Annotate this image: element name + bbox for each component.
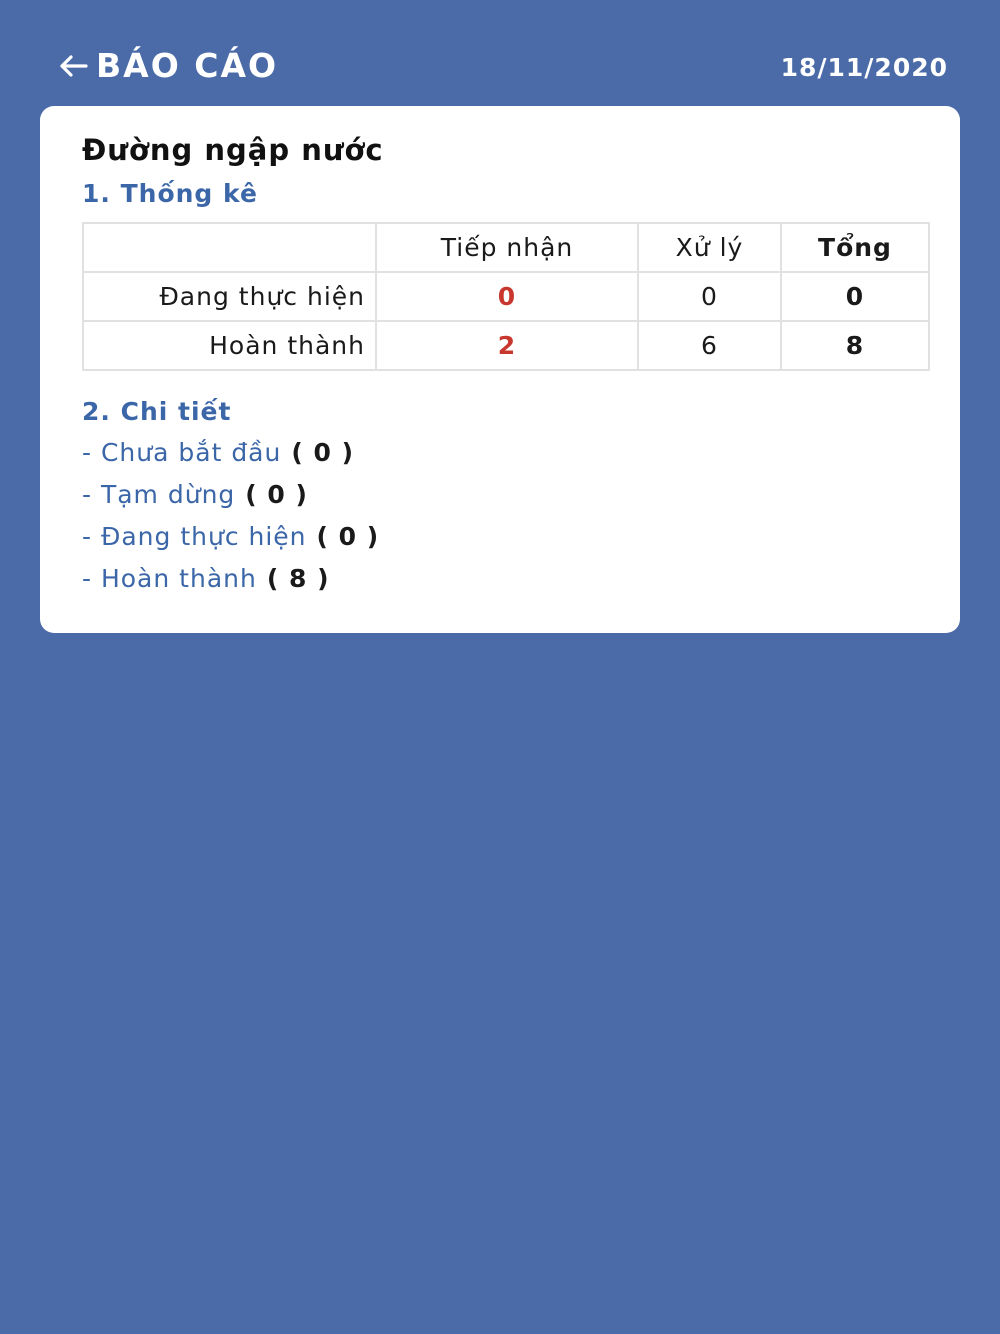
section-statistics-heading: 1. Thống kê <box>82 179 258 208</box>
detail-item-completed[interactable] <box>82 562 379 604</box>
page-title: BÁO CÁO <box>96 46 279 85</box>
back-button[interactable] <box>58 46 278 86</box>
table-row <box>83 321 929 370</box>
detail-count: ( 0 ) <box>291 438 355 467</box>
detail-count: ( 0 ) <box>316 522 380 551</box>
statistics-table <box>82 222 930 371</box>
detail-count: ( 0 ) <box>245 480 308 509</box>
column-header-total: Tổng <box>781 223 929 272</box>
cell-received: 0 <box>376 272 638 321</box>
detail-count: ( 8 ) <box>266 564 330 593</box>
column-header-received: Tiếp nhận <box>376 223 638 272</box>
detail-item-paused[interactable] <box>82 478 379 520</box>
details-list <box>82 436 379 604</box>
arrow-left-icon <box>58 54 88 78</box>
detail-item-in-progress[interactable] <box>82 520 379 562</box>
table-row <box>83 272 929 321</box>
section-details-heading: 2. Chi tiết <box>82 397 232 426</box>
row-label: Hoàn thành <box>83 321 376 370</box>
table-header-row <box>83 223 929 272</box>
detail-item-not-started[interactable] <box>82 436 379 478</box>
column-header-processing: Xử lý <box>638 223 781 272</box>
row-label: Đang thực hiện <box>83 272 376 321</box>
cell-processing: 6 <box>638 321 781 370</box>
app-header <box>0 0 1000 106</box>
detail-label: - Hoàn thành <box>82 564 257 593</box>
report-title: Đường ngập nước <box>82 133 384 167</box>
cell-total: 8 <box>781 321 929 370</box>
detail-label: - Chưa bắt đầu <box>82 438 282 467</box>
detail-label: - Đang thực hiện <box>82 522 307 551</box>
cell-processing: 0 <box>638 272 781 321</box>
column-header-empty <box>83 223 376 272</box>
cell-received: 2 <box>376 321 638 370</box>
report-date: 18/11/2020 <box>780 53 948 82</box>
report-card <box>40 106 960 633</box>
detail-label: - Tạm dừng <box>82 480 236 509</box>
cell-total: 0 <box>781 272 929 321</box>
